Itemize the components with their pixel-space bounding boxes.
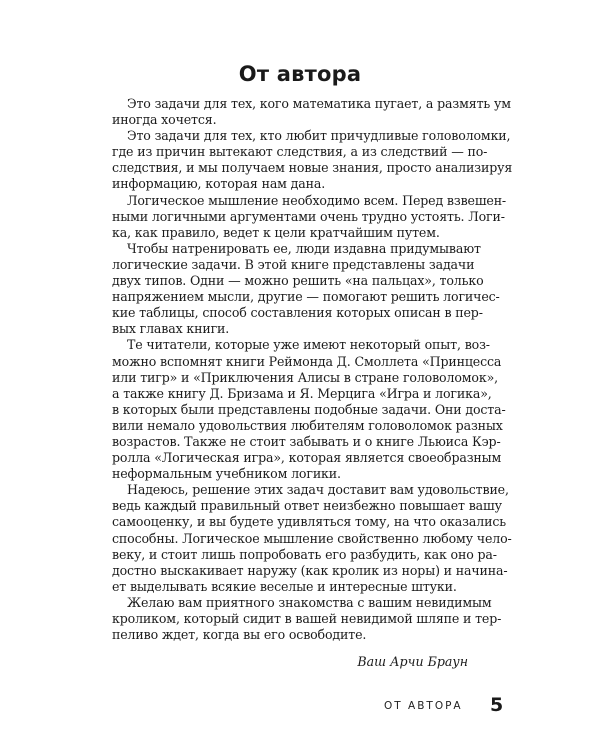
text-line: ет выделывать всякие веселые и интересные штуки. [112, 578, 457, 594]
text-line: способны. Логическое мышление свойственно любому чело- [112, 530, 512, 546]
text-line: в которых были представлены подобные задачи. Они доста- [112, 401, 506, 417]
text-line: веку, и стоит лишь попробовать его разбудить, как оно ра- [112, 546, 497, 562]
text-line: Это задачи для тех, кто любит причудливые головоломки, [127, 128, 511, 144]
text-line: где из причин вытекают следствия, а из следствий — по- [112, 144, 488, 160]
text-line: возрастов. Также не стоит забывать и о книге Льюиса Кэр- [112, 433, 501, 449]
text-line: следствия, и мы получаем новые знания, просто анализируя [112, 160, 513, 176]
text-line: кие таблицы, способ составления которых описан в пер- [112, 305, 483, 321]
text-line: ными логичными аргументами очень трудно устоять. Логи- [112, 208, 505, 224]
text-line: Это задачи для тех, кого математика пугает, а размять ум [127, 96, 511, 111]
page-number: 5 [490, 694, 504, 716]
body-text [112, 96, 513, 643]
page-title: От автора [238, 62, 362, 86]
text-line: или тигр» и «Приключения Алисы в стране головоломок», [112, 369, 498, 385]
text-line: достно выскакивает наружу (как кролик из норы) и начина- [112, 562, 508, 578]
text-line: вых главах книги. [112, 321, 230, 337]
text-line: самооценку, и вы будете удивляться тому, на что оказались [112, 514, 506, 530]
text-line: неформальным учебником логики. [112, 466, 341, 482]
text-line: иногда хочется. [112, 112, 217, 128]
running-footer-section: ОТ АВТОРА [384, 700, 463, 712]
text-line: пеливо ждет, когда вы его освободите. [112, 627, 367, 643]
text-line: напряжением мысли, другие — помогают решить логичес- [112, 289, 500, 305]
text-line: ка, как правило, ведет к цели кратчайшим путем. [112, 224, 440, 240]
text-line: Логическое мышление необходимо всем. Перед взвешен- [127, 192, 507, 208]
text-line: Желаю вам приятного знакомства с вашим невидимым [127, 594, 492, 610]
text-line: Те читатели, которые уже имеют некоторый опыт, воз- [127, 337, 490, 353]
text-line: ролла «Логическая игра», которая является своеобразным [112, 450, 502, 466]
author-signature: Ваш Арчи Браун [357, 654, 468, 669]
text-line: логические задачи. В этой книге представлены задачи [112, 256, 475, 272]
text-line: Надеюсь, решение этих задач доставит вам удовольствие, [127, 482, 509, 498]
text-line: ведь каждый правильный ответ неизбежно повышает вашу [112, 498, 502, 514]
text-line: вили немало удовольствия любителям головоломок разных [112, 417, 503, 433]
text-line: кроликом, который сидит в вашей невидимой шляпе и тер- [112, 611, 502, 626]
text-line: Чтобы натренировать ее, люди издавна придумывают [127, 240, 481, 256]
text-line: информацию, которая нам дана. [112, 176, 326, 192]
text-line: двух типов. Одни — можно решить «на пальцах», только [112, 273, 484, 289]
text-line: можно вспомнят книги Реймонда Д. Смоллета «Принцесса [112, 353, 502, 369]
text-line: а также книгу Д. Бризама и Я. Мерцига «Игра и логика», [112, 385, 492, 401]
